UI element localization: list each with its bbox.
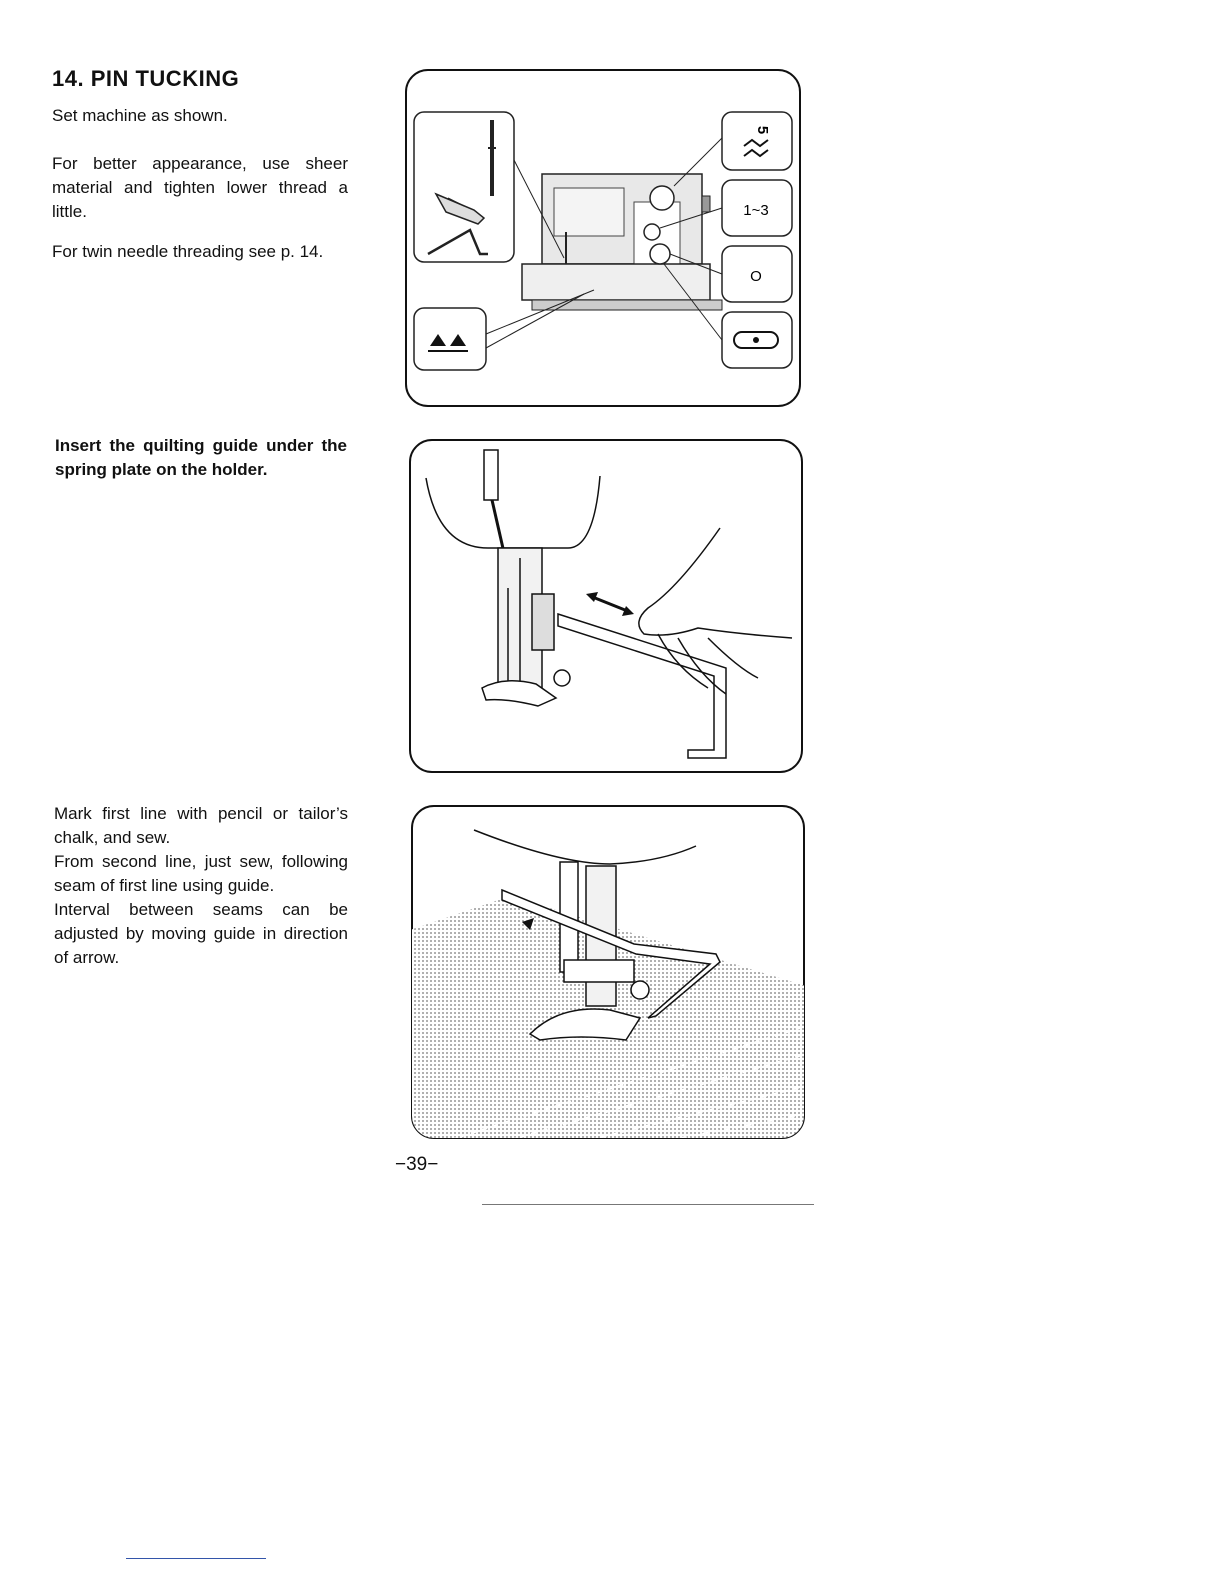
page-number: −39−	[395, 1154, 439, 1175]
figure-machine-settings	[404, 68, 802, 408]
stitch-length-value: 1~3	[743, 202, 769, 219]
instruction-quilting-guide: Insert the quilting guide under the spring plate on the holder.	[55, 436, 347, 479]
feed-dog-box	[414, 308, 486, 370]
footer-rule	[126, 1558, 266, 1559]
tension-value: O	[750, 268, 762, 285]
instruction-twin-needle: For twin needle threading see p. 14.	[52, 242, 324, 261]
instruction-line: Interval between seams can be adjusted by moving guide in direction of arrow.	[54, 900, 348, 967]
instruction-line: From second line, just sew, following seam of first line using guide.	[54, 852, 348, 895]
section-title: 14. PIN TUCKING	[52, 66, 240, 91]
instruction-appearance: For better appearance, use sheer material and tighten lower thread a little.	[52, 154, 348, 221]
presser-foot-box	[414, 112, 514, 262]
stitch-width-value: 5	[754, 125, 771, 135]
bottom-rule	[482, 1204, 814, 1205]
figure-frame	[410, 440, 802, 772]
figure-sewing-with-guide	[410, 804, 806, 1140]
instruction-set-machine: Set machine as shown.	[52, 106, 228, 125]
instruction-mark-sew	[54, 802, 348, 970]
figure-insert-quilting-guide	[408, 438, 804, 774]
instruction-line: Mark first line with pencil or tailor’s chalk, and sew.	[54, 804, 348, 847]
